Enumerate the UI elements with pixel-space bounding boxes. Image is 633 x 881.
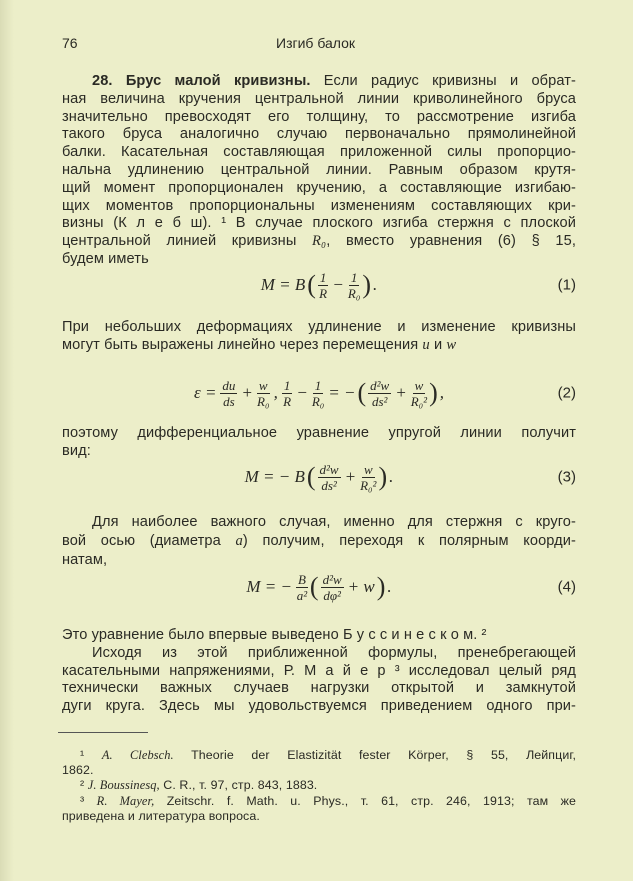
equation-term: + w bbox=[347, 577, 375, 596]
parenthesis: ( bbox=[307, 270, 316, 299]
text-line bbox=[92, 513, 576, 531]
text-segment: ная величина кручения центральной линии криволинейного бруса bbox=[62, 90, 576, 107]
equation-term: − bbox=[296, 383, 308, 402]
text-segment: натам, bbox=[62, 552, 108, 568]
numerator: d²w bbox=[370, 377, 390, 393]
text-segment: Theorie der Elastizität fester Körper, § 55, Лейпциг, bbox=[173, 747, 576, 762]
text-segment: дуги круга. Здесь мы удовольствуемся приведением одного при- bbox=[62, 698, 576, 715]
fraction bbox=[321, 572, 344, 603]
equation-number: (3) bbox=[557, 468, 576, 486]
running-title: Изгиб балок bbox=[276, 35, 356, 51]
text-line bbox=[62, 318, 576, 336]
text-segment: балки. Касательная составляющая приложенной силы пропорцио- bbox=[62, 144, 576, 161]
denominator: R bbox=[283, 393, 292, 409]
numerator: du bbox=[222, 377, 236, 393]
parenthesis: ( bbox=[309, 572, 319, 601]
parenthesis: ) bbox=[362, 270, 372, 299]
italic-text: u bbox=[422, 337, 430, 353]
text-segment: технически важных случаев нагрузки открытой и замкнутой bbox=[62, 680, 576, 697]
denominator: R bbox=[319, 285, 328, 301]
fraction bbox=[220, 378, 237, 409]
equation-number: (4) bbox=[557, 578, 576, 596]
equation-term: M = − B bbox=[244, 467, 305, 486]
parenthesis: ) bbox=[376, 572, 386, 601]
numerator: 1 bbox=[350, 269, 358, 285]
text-segment: ² bbox=[80, 778, 88, 793]
text-segment: вид: bbox=[62, 443, 91, 459]
equation-term: . bbox=[387, 577, 392, 596]
equation-term: + bbox=[395, 383, 407, 402]
text-line bbox=[62, 161, 576, 179]
fraction bbox=[318, 462, 341, 493]
text-segment: Если радиус кривизны и обрат- bbox=[310, 73, 576, 89]
text-segment: и bbox=[429, 337, 447, 353]
text-segment: касательными напряжениями, Р. М а й е р ³ исследовал целый ряд bbox=[62, 662, 576, 679]
fraction bbox=[411, 378, 427, 409]
denominator: dφ² bbox=[323, 587, 341, 603]
text-segment: 1862. bbox=[62, 762, 94, 777]
section-heading: 28. Брус малой кривизны. bbox=[92, 73, 311, 89]
numerator: w bbox=[258, 377, 268, 393]
fraction bbox=[368, 378, 391, 409]
italic-text: w bbox=[446, 337, 457, 353]
text-segment: ³ bbox=[80, 793, 97, 808]
denominator: ds bbox=[223, 393, 235, 409]
text-line bbox=[62, 662, 576, 680]
footnote-line bbox=[62, 763, 576, 778]
text-segment: Для наиболее важного случая, именно для стержня с круго- bbox=[92, 514, 576, 530]
italic-text: J. Boussinesq, bbox=[87, 778, 160, 793]
text-line bbox=[62, 108, 576, 126]
text-segment: ¹ bbox=[80, 747, 102, 762]
equation-term: M = − bbox=[246, 577, 292, 596]
denominator: a² bbox=[296, 587, 308, 603]
text-line bbox=[62, 90, 576, 108]
text-line bbox=[92, 72, 576, 90]
equation-term: . bbox=[389, 467, 394, 486]
numerator: 1 bbox=[314, 377, 322, 393]
text-line bbox=[62, 197, 576, 215]
italic-text: A. Clebsch. bbox=[101, 747, 174, 762]
text-line bbox=[92, 644, 576, 662]
denominator: R₀ bbox=[311, 393, 325, 409]
text-segment: Это уравнение было впервые выведено Б у с с и н е с к о м. ² bbox=[62, 627, 487, 643]
text-segment: центральной линией кривизны bbox=[62, 233, 313, 250]
fraction bbox=[296, 572, 308, 603]
denominator: R₀ bbox=[347, 285, 361, 301]
text-segment: вой осью (диаметра bbox=[62, 533, 236, 549]
text-line bbox=[62, 179, 576, 197]
footnote-line bbox=[62, 809, 576, 824]
fraction bbox=[257, 378, 270, 409]
parenthesis: ( bbox=[306, 462, 316, 491]
numerator: 1 bbox=[319, 269, 327, 285]
text-segment: такого бруса аналогично случаю первоначально прямолинейной bbox=[62, 126, 576, 143]
italic-text: a bbox=[235, 533, 243, 549]
fraction bbox=[282, 378, 293, 409]
equation-term: , bbox=[439, 383, 444, 402]
footnote-line bbox=[80, 748, 576, 763]
equation-number: (1) bbox=[557, 276, 576, 294]
fraction bbox=[312, 378, 324, 409]
denominator: R₀² bbox=[410, 393, 428, 409]
text-line bbox=[62, 697, 576, 715]
text-segment: ) получим, переходя к полярным коорди- bbox=[242, 533, 576, 549]
equation-4 bbox=[62, 567, 576, 607]
parenthesis: ) bbox=[378, 462, 388, 491]
fraction bbox=[318, 270, 329, 301]
text-line bbox=[62, 143, 576, 161]
text-line bbox=[62, 125, 576, 143]
text-segment: щих моментов пропорциональны изменениям составляющих кри- bbox=[62, 197, 576, 214]
text-segment: приведена и литература вопроса. bbox=[62, 809, 260, 824]
denominator: ds² bbox=[371, 393, 388, 409]
parenthesis: ( bbox=[357, 378, 367, 407]
equation-number: (2) bbox=[557, 384, 576, 402]
text-line bbox=[62, 532, 576, 550]
text-line bbox=[62, 679, 576, 697]
text-segment: нальна удлинению центральной линии. Равным образом крутя- bbox=[62, 162, 576, 178]
equation-term: + bbox=[241, 383, 253, 402]
numerator: w bbox=[414, 377, 424, 393]
equation-2 bbox=[62, 373, 576, 413]
text-segment: C. R., т. 97, стр. 843, 1883. bbox=[159, 778, 318, 793]
numerator: w bbox=[363, 461, 373, 477]
page-edge-shadow bbox=[0, 0, 14, 881]
text-segment: Исходя из этой приближенной формулы, пренебрегающей bbox=[92, 644, 576, 661]
text-segment: будем иметь bbox=[62, 251, 149, 267]
text-line bbox=[62, 214, 576, 232]
text-segment: поэтому дифференциальное уравнение упругой линии получит bbox=[62, 425, 576, 441]
footnote-separator bbox=[58, 732, 148, 733]
equation-term: = − bbox=[328, 383, 356, 402]
denominator: ds² bbox=[321, 477, 337, 493]
numerator: d²w bbox=[322, 571, 342, 587]
numerator: 1 bbox=[283, 377, 291, 393]
denominator: R₀² bbox=[360, 477, 377, 493]
equation-term: ε = bbox=[194, 383, 217, 402]
equation-3 bbox=[62, 457, 576, 497]
text-segment: , вместо уравнения (6) § 15, bbox=[326, 233, 576, 250]
equation-term: − bbox=[332, 275, 344, 294]
text-segment: щий момент пропорционален кручению, а составляющие изгибаю- bbox=[62, 179, 576, 196]
text-line bbox=[62, 336, 576, 354]
numerator: B bbox=[297, 571, 306, 587]
equation-term: M = B bbox=[260, 275, 306, 294]
fraction bbox=[360, 462, 376, 493]
fraction bbox=[348, 270, 360, 301]
text-segment: могут быть выражены линейно через перемещения bbox=[62, 337, 423, 353]
equation-term: + bbox=[344, 467, 357, 486]
italic-text: R₀ bbox=[312, 233, 327, 250]
footnote-line bbox=[80, 794, 576, 809]
equation-1 bbox=[62, 265, 576, 305]
equation-term: . bbox=[373, 275, 378, 294]
numerator: d²w bbox=[319, 461, 339, 477]
text-segment: визны (К л е б ш). ¹ В случае плоского изгиба стержня с плоской bbox=[62, 215, 576, 232]
italic-text: R. Mayer, bbox=[96, 793, 155, 808]
footnote-line bbox=[80, 778, 576, 793]
text-line bbox=[62, 424, 576, 442]
parenthesis: ) bbox=[429, 378, 438, 407]
equation-term: , bbox=[273, 383, 278, 402]
text-segment: значительно превосходят его толщину, то рассмотрение изгиба bbox=[62, 108, 576, 125]
denominator: R₀ bbox=[257, 393, 270, 409]
text-segment: При небольших деформациях удлинение и изменение кривизны bbox=[62, 319, 576, 335]
text-line bbox=[62, 626, 576, 644]
text-segment: Zeitschr. f. Math. u. Phys., т. 61, стр. 246, 1913; там же bbox=[154, 793, 576, 808]
page-number: 76 bbox=[62, 35, 78, 51]
text-line bbox=[62, 232, 576, 250]
